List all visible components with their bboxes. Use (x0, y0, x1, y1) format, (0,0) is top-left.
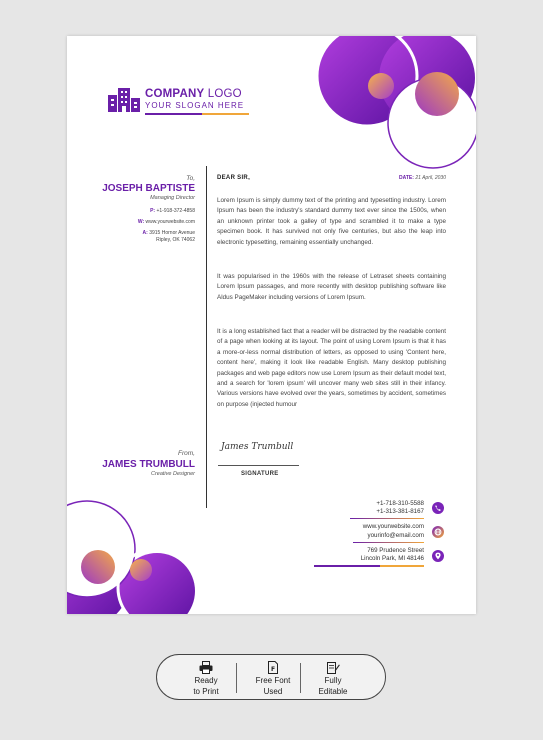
footer-web-underline (353, 542, 424, 543)
feature-divider (300, 663, 301, 693)
recipient-address-line-1: A: 3915 Hornor Avenue (142, 230, 195, 236)
footer-email: yourinfo@email.com (367, 532, 424, 539)
footer-address-line-2: Lincoln Park, MI 48146 (360, 555, 424, 562)
top-right-circles (317, 36, 476, 168)
signature-label: SIGNATURE (241, 471, 279, 477)
features-badge (156, 654, 386, 700)
recipient-phone: P: +1-918-372-4858 (150, 208, 195, 214)
font-file-icon (266, 661, 280, 674)
salutation: DEAR SIR, (217, 175, 251, 181)
footer-phone-underline (350, 518, 424, 519)
signature-line (218, 465, 299, 466)
recipient-title: Managing Director (150, 195, 195, 201)
phone-icon (432, 502, 444, 514)
globe-icon (432, 526, 444, 538)
printer-icon (199, 661, 213, 674)
footer-address-underline (314, 565, 424, 567)
footer-phone-2: +1-313-381-8167 (376, 508, 424, 515)
logo-slogan: YOUR SLOGAN HERE (145, 101, 245, 110)
svg-text:F: F (270, 666, 276, 673)
body-paragraph-1: Lorem Ipsum is simply dummy text of the printing and typesetting industry. Lorem Ipsum has been the industry's standard dummy text ever since the 1500s, when an unknown printer took a galley of type and scrambled it to make a type specimen book. It has survived not only five centuries, but also the leap into electronic typesetting, remaining essentially unchanged. (217, 197, 446, 246)
vertical-divider (206, 166, 207, 508)
letterhead-sheet (67, 36, 476, 614)
handwritten-signature: James Trumbull (221, 442, 294, 452)
body-paragraph-2: It was popularised in the 1960s with the release of Letraset sheets containing Lorem Ipsum passages, and more recently with desktop publishing software like Aldus PageMaker including versions of Lorem Ipsum. (217, 273, 446, 301)
body-paragraph-3: It is a long established fact that a reader will be distracted by the readable content of a page when looking at its layout. The point of using Lorem Ipsum is that it has a more-or-less normal distribution of letters, as opposed to using 'Content here, content here', making it look like readable English. Many desktop publishing packages and web page editors now use Lorem Ipsum as their default model text, and a search for 'lorem ipsum' will uncover many web sites still in their infancy. Various versions have evolved over the years, sometimes by accident, sometimes on purpose (injected humour (217, 328, 446, 408)
feature-ready-to-print: Ready to Print (176, 661, 236, 696)
recipient-website: W: www.yourwebsite.com (137, 219, 195, 225)
footer-website: www.yourwebsite.com (362, 523, 424, 530)
feature-divider (236, 663, 237, 693)
bottom-left-circles (67, 501, 200, 614)
logo-underline (145, 113, 249, 115)
logo-company-name: COMPANY LOGO (145, 88, 242, 100)
footer-phone-1: +1-718-310-5588 (376, 500, 424, 507)
building-icon (108, 86, 140, 112)
letter-date: DATE: 21 April, 2030 (399, 175, 446, 181)
feature-free-font: F Free Font Used (243, 661, 303, 696)
edit-document-icon (326, 661, 340, 674)
sender-title: Creative Designer (150, 471, 195, 477)
from-label: From, (178, 450, 195, 457)
location-pin-icon (432, 550, 444, 562)
feature-fully-editable: Fully Editable (303, 661, 363, 696)
recipient-address-line-2: Ripley, OK 74062 (156, 237, 195, 243)
sender-name: JAMES TRUMBULL (102, 459, 195, 470)
recipient-name: JOSEPH BAPTISTE (102, 183, 195, 194)
to-label: To, (186, 175, 195, 182)
footer-address-line-1: 769 Prudence Street (367, 547, 424, 554)
